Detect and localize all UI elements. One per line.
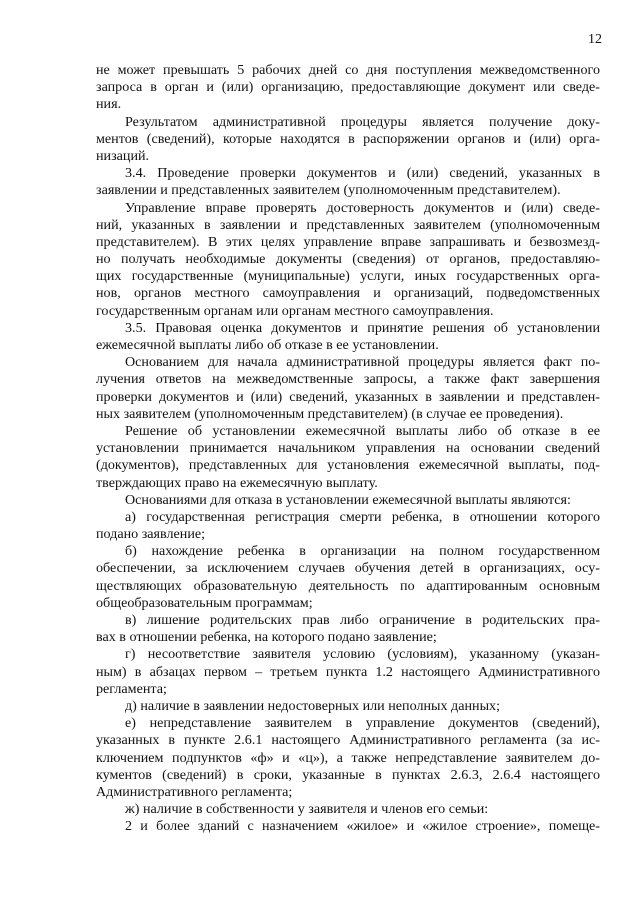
text-line: но получать необходимые документы (сведения) от органов, предоставляю- xyxy=(96,251,600,268)
text-line: ключением подпунктов «ф» и «ц»), а также непредставление заявителем до- xyxy=(96,749,600,766)
text-line: 2 и более зданий с назначением «жилое» и «жилое строение», помеще- xyxy=(125,818,600,835)
text-line: ным) в абзацах первом – третьем пункта 1.2 настоящего Административного xyxy=(96,663,600,680)
text-line: ежемесячной выплаты либо об отказе в ее установлении. xyxy=(96,337,439,353)
text-line: Результатом административной процедуры является получение доку- xyxy=(125,113,600,130)
text-line: ния. xyxy=(96,96,122,113)
text-line: ний, указанных в заявлении и представленных заявителем (уполномоченным xyxy=(96,216,600,233)
text-line: ных заявителем (уполномоченным представителем) (в случае ее проведения). xyxy=(96,405,564,422)
text-line: Основаниями для отказа в установлении ежемесячной выплаты являются: xyxy=(125,491,571,508)
text-line: государственным органам или органам местного самоуправления. xyxy=(96,302,494,319)
text-line: ж) наличие в собственности у заявителя и членов его семьи: xyxy=(125,801,489,818)
text-line: Основанием для начала административной процедуры является факт по- xyxy=(125,354,600,371)
text-line: запроса в орган и (или) организацию, предоставляющие документ или сведе- xyxy=(96,79,600,96)
text-line: (документов), представленных для установления ежемесячной выплаты, под- xyxy=(96,457,600,474)
text-line: б) нахождение ребенка в организации на полном государственном xyxy=(125,543,600,560)
text-line: е) непредставление заявителем в управление документов (сведений), xyxy=(125,715,600,732)
text-line: представителем). В этих целях управление вправе запрашивать и безвозмезд- xyxy=(96,233,600,250)
text-line: не может превышать 5 рабочих дней со дня поступления межведомственного xyxy=(96,62,600,78)
text-line: д) наличие в заявлении недостоверных или неполных данных; xyxy=(125,697,500,714)
text-line: регламента; xyxy=(96,680,167,697)
text-line: 3.4. Проведение проверки документов и (или) сведений, указанных в xyxy=(125,165,600,182)
document-body xyxy=(96,62,600,835)
text-line: 3.5. Правовая оценка документов и принятие решения об установлении xyxy=(125,319,600,336)
text-line: ществляющих образовательную деятельность по адаптированным основным xyxy=(96,577,600,594)
text-line: низаций. xyxy=(96,147,150,164)
text-line: проверки документов и (или) сведений, указанных в заявлении и представлен- xyxy=(96,388,600,405)
text-line: г) несоответствие заявителя условию (условиям), указанному (указан- xyxy=(125,646,600,663)
text-line: обеспечении, за исключением случаев обучения детей в организациях, осу- xyxy=(96,560,600,577)
text-line: подано заявление; xyxy=(96,526,206,543)
text-line: вах в отношении ребенка, на которого подано заявление; xyxy=(96,629,437,646)
text-line: тверждающих право на ежемесячную выплату. xyxy=(96,474,378,491)
text-line: Решение об установлении ежемесячной выплаты либо об отказе в ее xyxy=(125,422,600,439)
page-number: 12 xyxy=(588,32,602,47)
text-line: нов, органов местного самоуправления и организаций, подведомственных xyxy=(96,285,600,302)
text-line: Управление вправе проверять достоверность документов и (или) сведе- xyxy=(125,199,600,216)
text-line: установлении принимается начальником управления на основании сведений xyxy=(96,440,600,457)
text-line: ментов (сведений), которые находятся в распоряжении органов и (или) орга- xyxy=(96,130,600,147)
text-line: щих государственные (муниципальные) услуги, иных государственных орга- xyxy=(96,268,600,285)
text-line: общеобразовательным программам; xyxy=(96,594,313,611)
text-line: кументов (сведений) в сроки, указанные в пунктах 2.6.3, 2.6.4 настоящего xyxy=(96,766,600,783)
text-line: указанных в пункте 2.6.1 настоящего Административного регламента (за ис- xyxy=(96,732,600,749)
text-line: а) государственная регистрация смерти ребенка, в отношении которого xyxy=(125,508,600,525)
text-line: заявлении и представленных заявителем (уполномоченным представителем). xyxy=(96,182,561,199)
text-line: Административного регламента; xyxy=(96,783,293,800)
text-line: в) лишение родительских прав либо ограничение в родительских пра- xyxy=(125,612,600,628)
text-line: лучения ответов на межведомственные запросы, а также факт завершения xyxy=(96,371,600,388)
